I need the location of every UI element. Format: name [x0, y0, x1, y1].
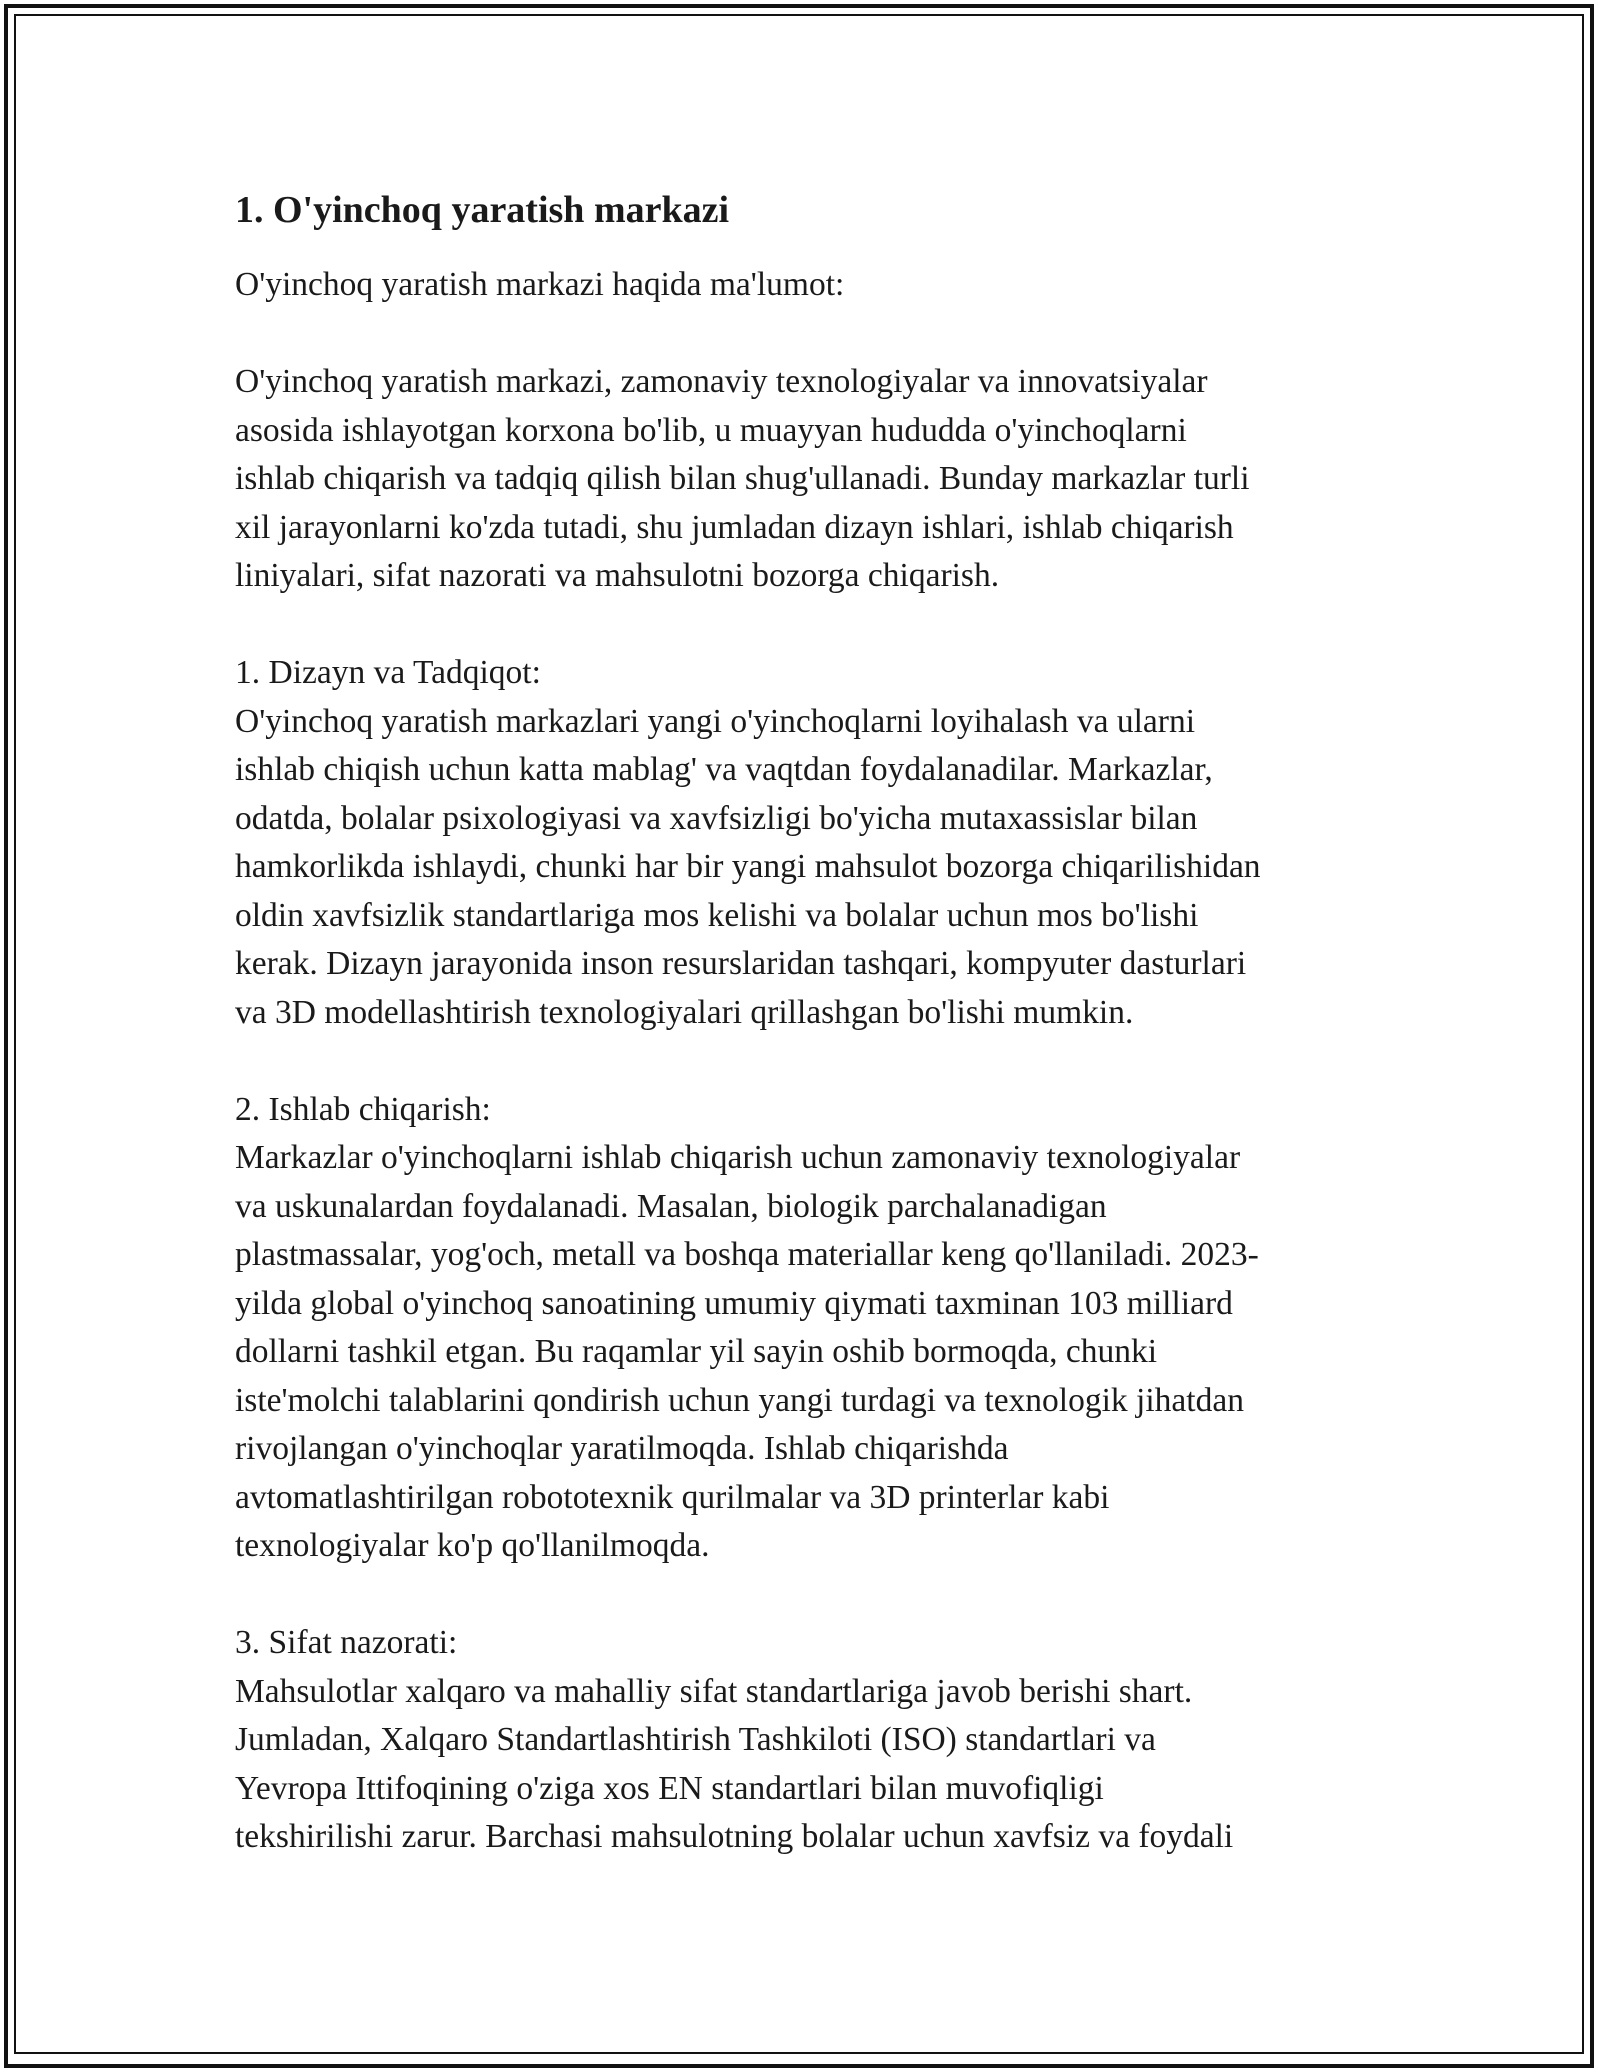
document-title: 1. O'yinchoq yaratish markazi	[235, 189, 730, 231]
document-body	[235, 185, 1365, 1862]
overview-paragraph: O'yinchoq yaratish markazi, zamonaviy texnologiyalar va innovatsiyalar asosida ishlayotgan korxona bo'lib, u muayyan hududda o'yinchoqlarni ishlab chiqarish va tadqiq qilish bilan shug'ullanadi. Bunday markazlar turli xil jarayonlarni ko'zda tutadi, shu jumladan dizayn ishlari, ishlab chiqarish liniyalari, sifat nazorati va mahsulotni bozorga chiqarish.	[235, 363, 1250, 594]
section-body-quality: Mahsulotlar xalqaro va mahalliy sifat standartlariga javob berishi shart. Jumladan, Xalqaro Standartlashtirish Tashkiloti (ISO) standartlari va Yevropa Ittifoqining o'ziga xos EN standartlari bilan muvofiqligi tekshirilishi zarur. Barchasi mahsulotning bolalar uchun xavfsiz va foydali	[235, 1672, 1234, 1855]
section-heading-quality: 3. Sifat nazorati:	[235, 1624, 458, 1661]
section-heading-production: 2. Ishlab chiqarish:	[235, 1090, 491, 1128]
section-body-design: O'yinchoq yaratish markazlari yangi o'yinchoqlarni loyihalash va ularni ishlab chiqish uchun katta mablag' va vaqtdan foydalanadilar. Markazlar, odatda, bolalar psixologiyasi va xavfsizligi bo'yicha mutaxassislar bilan hamkorlikda ishlaydi, chunki har bir yangi mahsulot bozorga chiqarilishidan oldin xavfsizlik standartlariga mos kelishi va bolalar uchun mos bo'lishi kerak. Dizayn jarayonida inson resurslaridan tashqari, kompyuter dasturlari va 3D modellashtirish texnologiyalari qrillashgan bo'lishi mumkin.	[235, 702, 1261, 1031]
paragraph-spacer	[235, 310, 1365, 359]
paragraph-spacer	[235, 601, 1365, 650]
paragraph-spacer	[235, 1037, 1365, 1086]
intro-paragraph: O'yinchoq yaratish markazi haqida ma'lumot:	[235, 266, 845, 303]
section-heading-design: 1. Dizayn va Tadqiqot:	[235, 654, 541, 691]
paragraph-spacer	[235, 1571, 1365, 1620]
section-body-production: Markazlar o'yinchoqlarni ishlab chiqarish uchun zamonaviy texnologiyalar va uskunalardan foydalanadi. Masalan, biologik parchalanadigan plastmassalar, yog'och, metall va boshqa materiallar keng qo'llaniladi. 2023- yilda global o'yinchoq sanoatining umumiy qiymati taxminan 103 milliard dollarni tashkil etgan. Bu raqamlar yil sayin oshib bormoqda, chunki iste'molchi talablarini qondirish uchun yangi turdagi va texnologik jihatdan rivojlangan o'yinchoqlar yaratilmoqda. Ishlab chiqarishda avtomatlashtirilgan robototexnik qurilmalar va 3D printerlar kabi texnologiyalar ko'p qo'llanilmoqda.	[235, 1139, 1259, 1564]
